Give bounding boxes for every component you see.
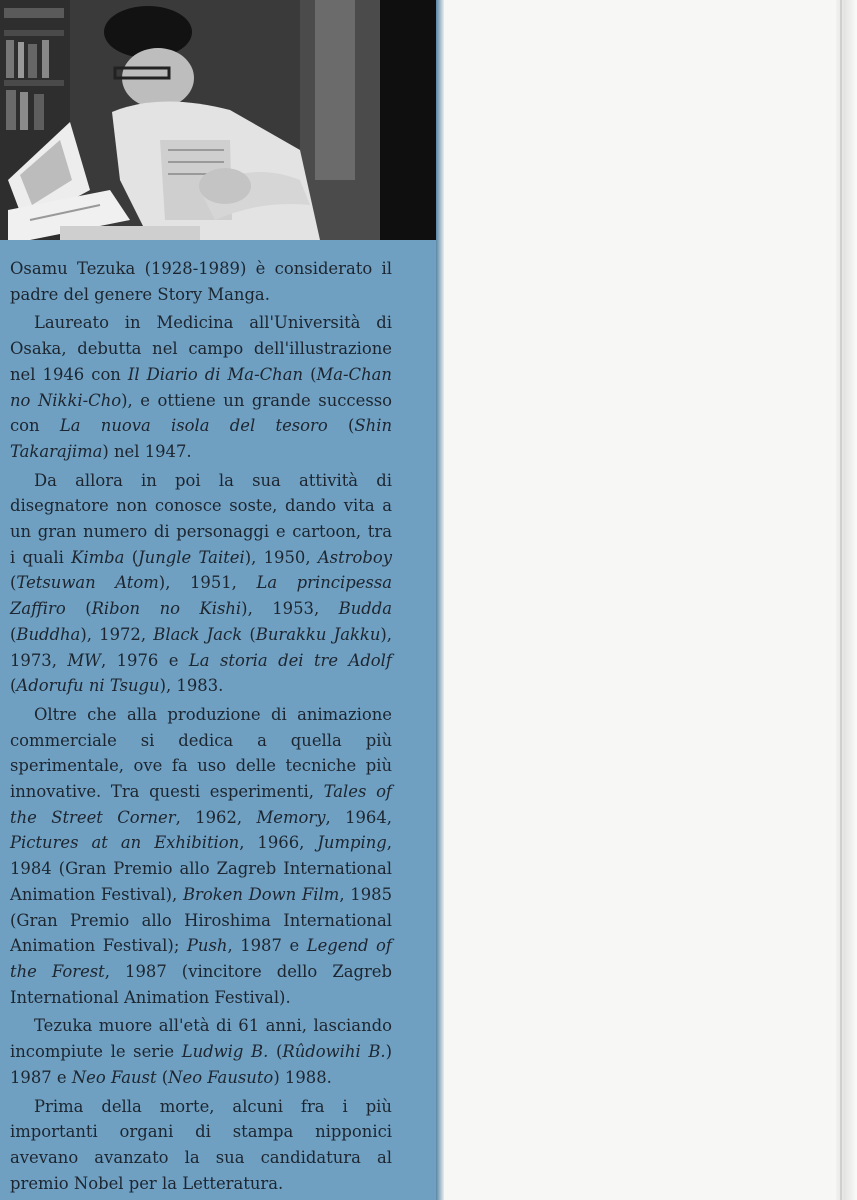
bio-text: ), 1973, (10, 624, 393, 670)
work-title: Buddha (16, 624, 81, 644)
work-title: Ludwig B. (181, 1042, 269, 1062)
bio-paragraph-6 (10, 1094, 392, 1197)
bio-paragraph-3 (10, 468, 392, 699)
work-title: MW (67, 650, 101, 670)
bio-paragraph-2 (10, 310, 392, 464)
work-title: Ribon no Kishi (91, 599, 242, 619)
bio-text: , 1987 (vincitore dello Zagreb International Animation Festival). (10, 961, 392, 1007)
bio-text: ( (327, 416, 355, 436)
bio-text: Da allora in poi la sua attività di disegnatore non conosce soste, dando vita a un gran numero di personaggi e cartoon, tra i quali (10, 470, 392, 567)
bio-text: ( (10, 624, 17, 644)
bio-text: , 1966, (239, 833, 318, 853)
work-title: Il Diario di Ma-Chan (127, 364, 304, 384)
bio-text: , 1985 (Gran Premio allo Hiroshima International Animation Festival); (10, 884, 392, 956)
bio-text: Tezuka muore all'età di 61 anni, lasciando incompiute le serie (10, 1016, 392, 1062)
bio-text: ( (268, 1042, 283, 1062)
bio-paragraph-1 (10, 256, 392, 307)
work-title: Budda (338, 599, 393, 619)
work-title: Shin Takarajima (10, 416, 393, 461)
bio-text: ) 1988. (273, 1067, 332, 1087)
bio-text: Osamu Tezuka (1928-1989) è considerato il padre del genere Story Manga. (10, 259, 392, 304)
work-title: Tetsuwan Atom (16, 573, 159, 593)
bio-text: ), 1972, (80, 624, 154, 644)
bio-text: , 1984 (Gran Premio allo Zagreb International Animation Festival), (10, 833, 392, 904)
work-title: Astroboy (317, 547, 392, 567)
bio-text: ), 1983. (159, 676, 224, 696)
bio-text: Oltre che alla produzione di animazione commerciale si dedica a quella più sperimentale, ove fa uso delle tecniche più innovative. Tra questi esperimenti, (10, 704, 392, 802)
work-title: Push (186, 936, 228, 956)
work-title: Broken Down Film (182, 884, 340, 904)
bio-text: , 1964, (325, 807, 392, 827)
work-title: Kimba (71, 547, 125, 567)
work-title: La nuova isola del tesoro (59, 416, 328, 436)
bio-text: ( (65, 599, 92, 619)
work-title: Jungle Taitei (138, 547, 245, 567)
bio-text: ( (10, 573, 17, 593)
page-edge-line (840, 0, 842, 1200)
work-title: Neo Faust (71, 1067, 157, 1087)
work-title: Black Jack (153, 624, 243, 644)
bio-text: ) nel 1947. (102, 441, 192, 461)
work-title: Adorufu ni Tsugu (16, 676, 160, 696)
work-title: La principessa Zaffiro (10, 573, 393, 619)
work-title: Neo Fausuto (168, 1067, 274, 1087)
bio-text: ( (124, 547, 139, 567)
bio-paragraph-4 (10, 702, 392, 1010)
work-title: Rûdowihi B. (282, 1042, 386, 1062)
bio-text: , 1987 e (227, 936, 307, 956)
work-title: Tales of the Street Corner (10, 782, 392, 827)
bio-text: ), 1953, (241, 599, 339, 619)
bio-text: Laureato in Medicina all'Università di Osaka, debutta nel campo dell'illustrazione nel 1946 con (10, 313, 392, 384)
work-title: Jumping (317, 833, 387, 853)
work-title: Memory (256, 807, 326, 827)
bio-text: ), 1950, (244, 547, 318, 567)
work-title: La storia dei tre Adolf (188, 650, 392, 670)
bio-text: Prima della morte, alcuni fra i più importanti organi di stampa nipponici avevano avanzato la sua candidatura al premio Nobel per la Letteratura. (10, 1096, 392, 1193)
work-title: Burakku Jakku (255, 624, 381, 644)
author-biography (10, 256, 392, 1199)
bio-text: , 1976 e (100, 650, 189, 670)
bio-paragraph-5 (10, 1013, 392, 1090)
bio-text: ), 1951, (158, 573, 257, 593)
work-title: Legend of the Forest (10, 936, 392, 981)
work-title: Pictures at an Exhibition (10, 833, 240, 853)
bio-text: ), e ottiene un grande successo con (10, 390, 393, 436)
bio-text: ( (156, 1067, 169, 1087)
bio-text: ) 1987 e (10, 1042, 392, 1087)
flap-fold-shadow (436, 0, 444, 1200)
author-photo-illustration (0, 0, 436, 240)
bio-text: , 1962, (175, 807, 257, 827)
bio-text: ( (303, 364, 317, 384)
bio-text: ( (10, 676, 17, 696)
work-title: Ma-Chan no Nikki-Cho (10, 364, 392, 410)
author-photo (0, 0, 436, 240)
bio-text: ( (242, 624, 256, 644)
